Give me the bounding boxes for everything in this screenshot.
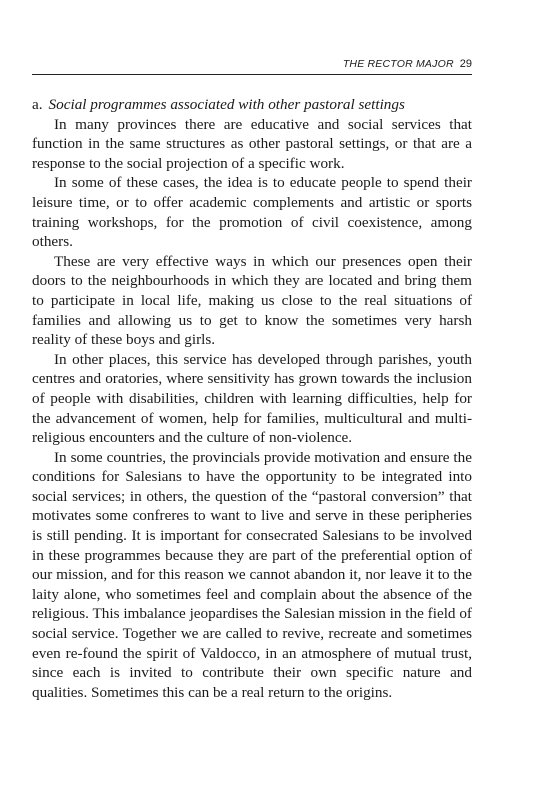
paragraph: These are very effective ways in which our presences open their doors to the neighbourhoods in which they are located and bring them to participate in local life, making us close to the real situations of families and allowing us to get to know the sometimes very harsh reality of these boys and girls. xyxy=(32,252,472,349)
header-rule xyxy=(32,74,472,75)
paragraph: In some of these cases, the idea is to educate people to spend their leisure time, or to offer academic complements and artistic or sports training workshops, for the promotion of civil coexistence, among others. xyxy=(32,174,472,251)
running-head-title: THE RECTOR MAJOR xyxy=(342,58,454,70)
section-number: a. xyxy=(32,96,43,113)
paragraph: In many provinces there are educative and social services that function in the same structures as other pastoral settings, or that are a response to the social projection of a specific work. xyxy=(32,115,472,172)
paragraph: In other places, this service has developed through parishes, youth centres and oratories, where sensitivity has grown towards the inclusion of people with disabilities, children with learning difficulties, help for the advancement of women, help for families, multicultural and multi-religious encounters and the culture of non-violence. xyxy=(32,350,472,447)
section-title: Social programmes associated with other pastoral settings xyxy=(48,96,405,113)
running-head xyxy=(32,58,472,70)
section-heading xyxy=(32,95,472,115)
paragraph: In some countries, the provincials provide motivation and ensure the conditions for Salesians to have the opportunity to be integrated into social services; in others, the question of the “pastoral conversion” that motivates some confreres to want to live and serve in these peripheries is still pending. It is important for consecrated Salesians to be involved in these programmes because they are part of the preferential option of our mission, and for this reason we cannot abandon it, nor leave it to the laity alone, who sometimes feel and complain about the absence of the religious. This imbalance jeopardises the Salesian mission in the field of social service. Together we are called to revive, recreate and sometimes even re-found the spirit of Valdocco, in an atmosphere of mutual trust, since each is invited to contribute their own specific nature and qualities. Sometimes this can be a real return to the origins. xyxy=(32,448,472,701)
page-number: 29 xyxy=(459,58,472,70)
body-text xyxy=(32,95,472,702)
